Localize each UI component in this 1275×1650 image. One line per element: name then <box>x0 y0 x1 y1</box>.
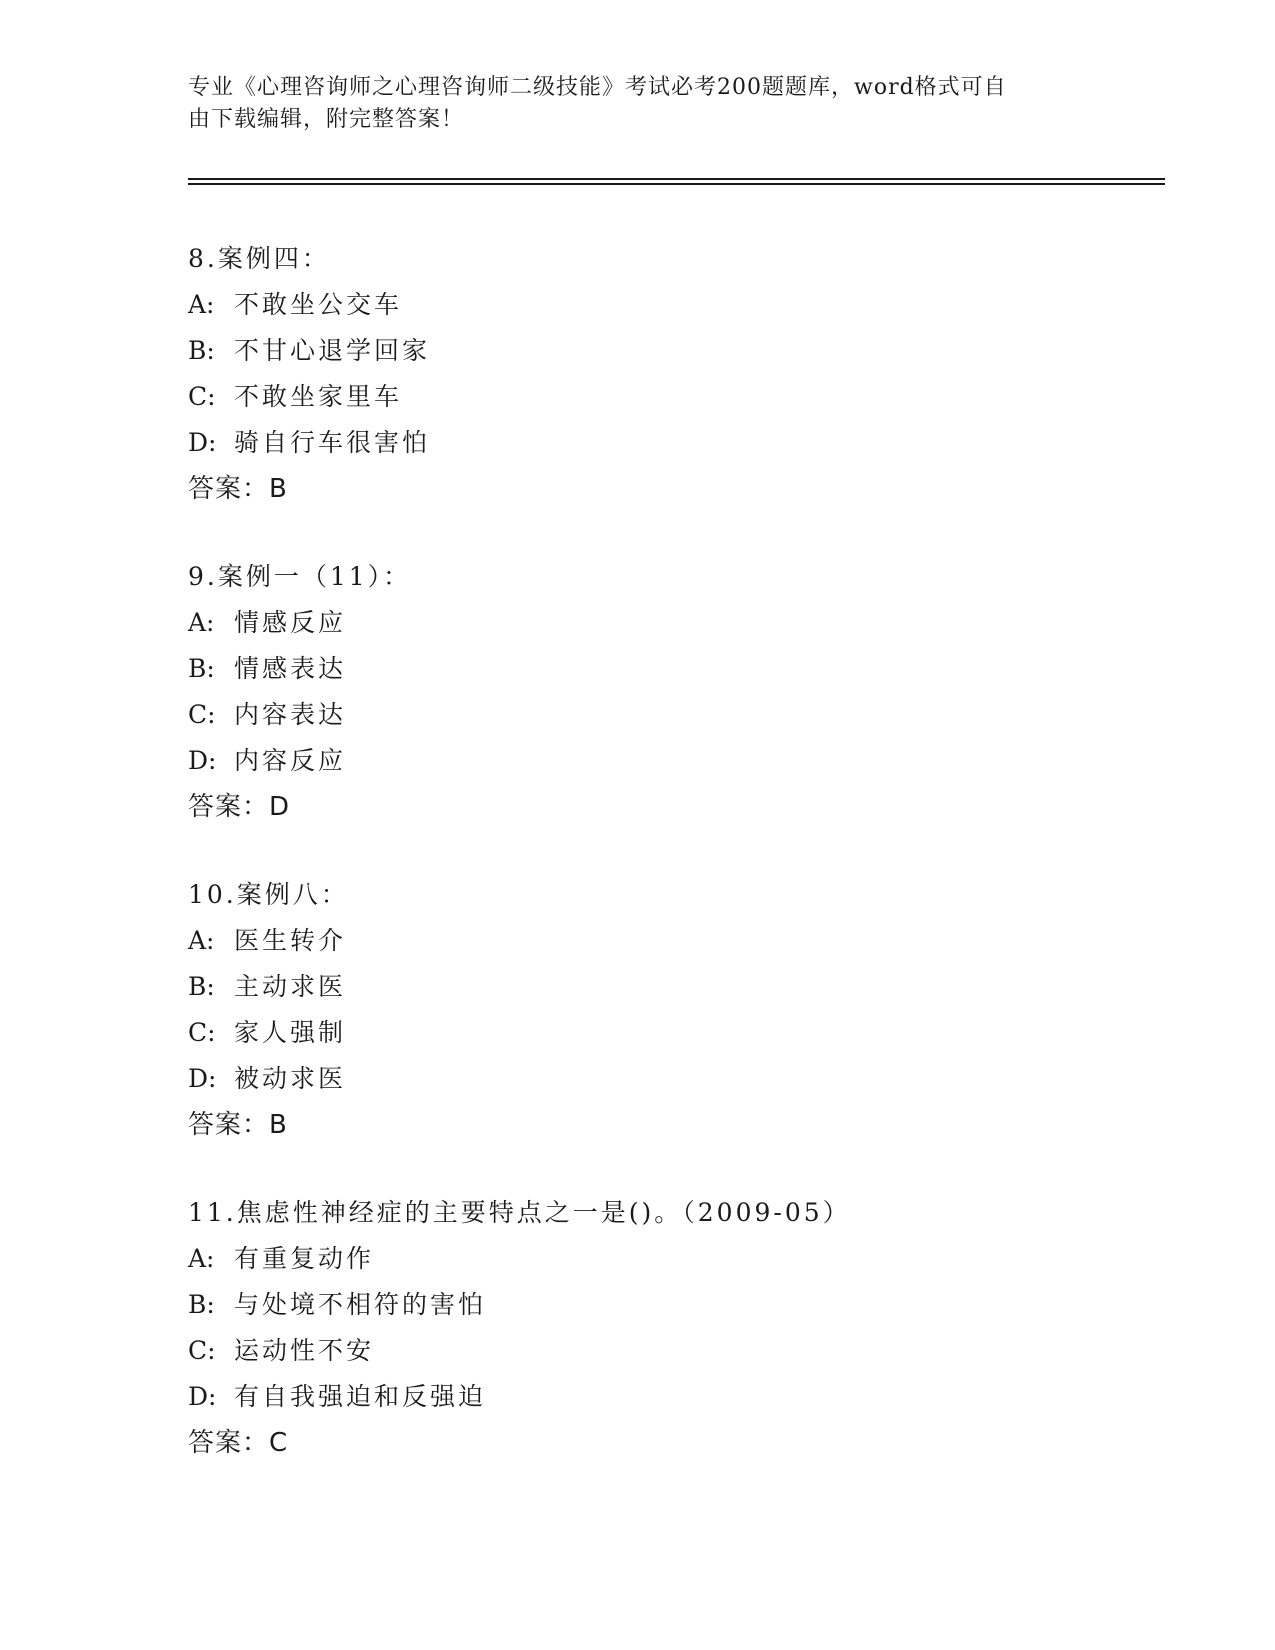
question-item <box>188 872 1168 1148</box>
answer-line: 答案：C <box>188 1428 289 1458</box>
option-label: A: <box>188 1244 215 1273</box>
option-a <box>188 1236 1168 1282</box>
option-label: A: <box>188 608 215 637</box>
option-text: 情感表达 <box>234 654 347 683</box>
answer-line: 答案：B <box>188 474 288 504</box>
option-d <box>188 420 1168 466</box>
option-label: A: <box>188 290 215 319</box>
option-b <box>188 964 1168 1010</box>
question-item <box>188 554 1168 830</box>
option-a <box>188 600 1168 646</box>
document-header <box>188 72 1068 136</box>
answer-line: 答案：D <box>188 792 291 822</box>
header-line-1: 专业《心理咨询师之心理咨询师二级技能》考试必考200题题库，word格式可自 <box>188 75 1007 100</box>
question-item <box>188 1190 1168 1466</box>
option-b <box>188 1282 1168 1328</box>
option-text: 与处境不相符的害怕 <box>234 1290 487 1319</box>
answer-line: 答案：B <box>188 1110 288 1140</box>
option-c <box>188 692 1168 738</box>
option-text: 被动求医 <box>234 1064 347 1093</box>
option-text: 骑自行车很害怕 <box>234 428 431 457</box>
option-c <box>188 374 1168 420</box>
option-b <box>188 328 1168 374</box>
option-text: 医生转介 <box>234 926 347 955</box>
question-stem: 9.案例一（11）： <box>188 562 412 591</box>
question-list <box>188 236 1168 1508</box>
option-text: 家人强制 <box>234 1018 347 1047</box>
option-text: 主动求医 <box>234 972 347 1001</box>
option-text: 有重复动作 <box>234 1244 375 1273</box>
option-d <box>188 1056 1168 1102</box>
option-text: 运动性不安 <box>234 1336 375 1365</box>
option-label: A: <box>188 926 215 955</box>
option-a <box>188 918 1168 964</box>
option-text: 情感反应 <box>234 608 347 637</box>
option-text: 不敢坐家里车 <box>234 382 403 411</box>
header-divider-top <box>188 178 1165 180</box>
option-d <box>188 1374 1168 1420</box>
option-text: 有自我强迫和反强迫 <box>234 1382 487 1411</box>
option-label: D: <box>188 1382 217 1411</box>
option-label: B: <box>188 654 215 683</box>
option-label: B: <box>188 1290 215 1319</box>
header-divider-bottom <box>188 183 1165 185</box>
option-b <box>188 646 1168 692</box>
question-stem: 11.焦虑性神经症的主要特点之一是()。（2009-05） <box>188 1198 851 1227</box>
option-label: C: <box>188 1336 216 1365</box>
option-a <box>188 282 1168 328</box>
header-line-2: 由下载编辑，附完整答案！ <box>188 107 465 132</box>
option-label: D: <box>188 746 217 775</box>
question-stem: 10.案例八： <box>188 880 349 909</box>
option-label: C: <box>188 700 216 729</box>
question-stem: 8.案例四： <box>188 244 330 273</box>
option-d <box>188 738 1168 784</box>
option-text: 内容表达 <box>234 700 347 729</box>
option-text: 不甘心退学回家 <box>234 336 431 365</box>
option-label: C: <box>188 382 216 411</box>
option-label: D: <box>188 1064 217 1093</box>
option-text: 内容反应 <box>234 746 347 775</box>
question-item <box>188 236 1168 512</box>
option-c <box>188 1010 1168 1056</box>
option-label: C: <box>188 1018 216 1047</box>
option-label: B: <box>188 336 215 365</box>
option-label: D: <box>188 428 217 457</box>
option-c <box>188 1328 1168 1374</box>
option-text: 不敢坐公交车 <box>234 290 403 319</box>
option-label: B: <box>188 972 215 1001</box>
